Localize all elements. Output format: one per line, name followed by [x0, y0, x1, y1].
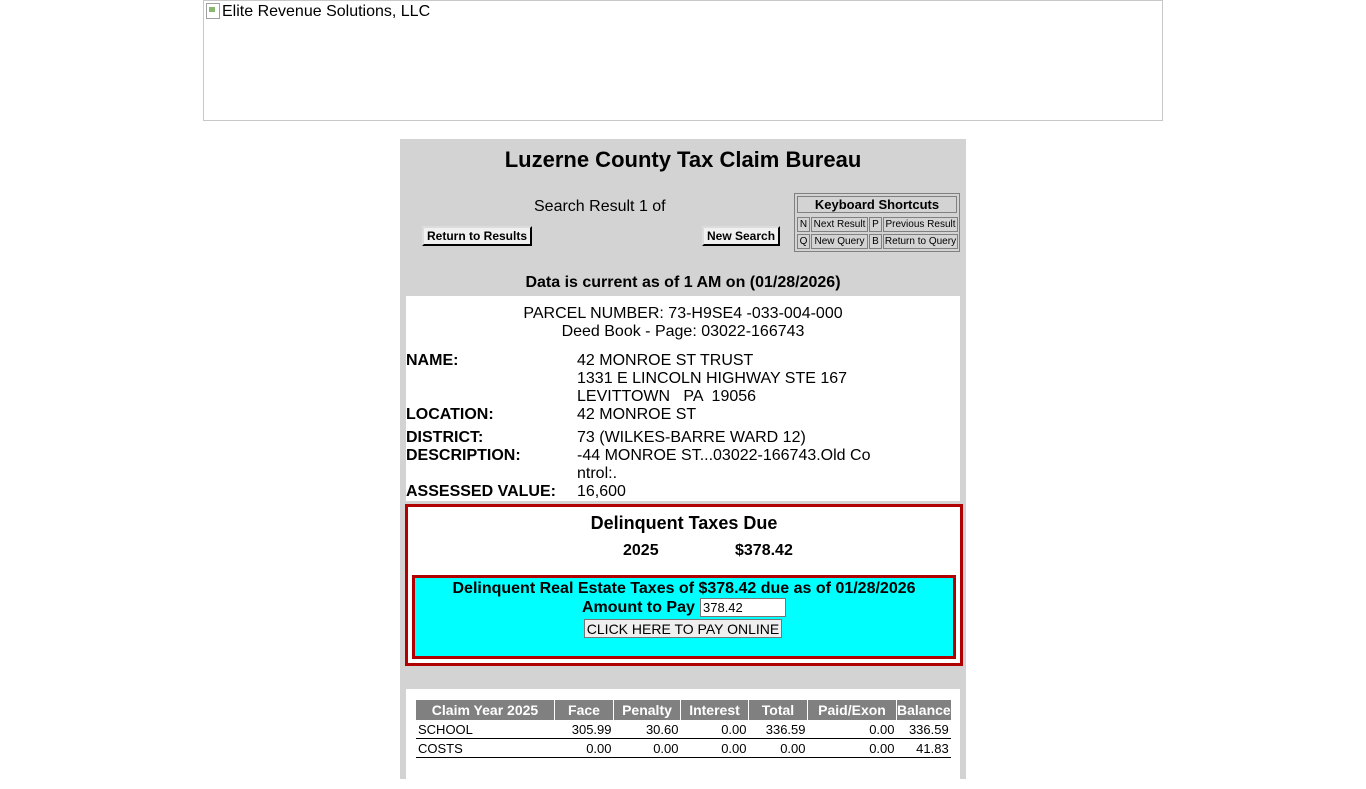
- delinquent-title: Delinquent Taxes Due: [590, 513, 778, 533]
- location-label: LOCATION:: [406, 406, 494, 423]
- shortcut-key-p: P: [869, 217, 882, 232]
- col-balance: Balance: [897, 702, 951, 718]
- owner-address-line: 1331 E LINCOLN HIGHWAY STE 167: [577, 370, 848, 387]
- keyboard-shortcuts: [794, 193, 960, 252]
- new-search-button[interactable]: New Search: [702, 226, 780, 246]
- cell-claim: SCHOOL: [416, 720, 555, 739]
- delinquent-taxes-box: [405, 504, 963, 666]
- description-line: ntrol:.: [577, 465, 618, 482]
- assessed-value: 16,600: [577, 483, 626, 500]
- amount-to-pay-input[interactable]: [700, 598, 786, 617]
- name-label: NAME:: [406, 352, 459, 369]
- shortcuts-title: Keyboard Shortcuts: [797, 196, 957, 213]
- cell-claim: COSTS: [416, 739, 555, 758]
- cell-balance: 41.83: [897, 739, 951, 758]
- col-total: Total: [749, 700, 808, 720]
- assessed-value-label: ASSESSED VALUE:: [406, 483, 556, 500]
- banner-image: [203, 0, 1163, 121]
- col-interest: Interest: [681, 700, 749, 720]
- cell-face: 0.00: [555, 739, 614, 758]
- amount-to-pay-label: Amount to Pay: [582, 599, 695, 616]
- shortcut-key-q: Q: [797, 234, 810, 249]
- claims-table: [416, 700, 951, 758]
- shortcut-previous-result[interactable]: Previous Result: [883, 217, 958, 232]
- district-label: DISTRICT:: [406, 429, 484, 446]
- delinquent-summary: Delinquent Real Estate Taxes of $378.42 due as of 01/28/2026: [452, 580, 916, 597]
- cell-balance: 336.59: [897, 720, 951, 739]
- cell-paid-exon: 0.00: [808, 739, 897, 758]
- col-penalty: Penalty: [614, 700, 681, 720]
- shortcut-return-to-query[interactable]: Return to Query: [884, 236, 957, 247]
- cell-total: 0.00: [749, 739, 808, 758]
- page-title: Luzerne County Tax Claim Bureau: [504, 147, 862, 172]
- delinquent-amount: $378.42: [735, 542, 793, 559]
- broken-image-icon: [206, 3, 220, 19]
- location-value: 42 MONROE ST: [577, 406, 697, 423]
- table-row: [416, 720, 951, 739]
- pay-online-button[interactable]: CLICK HERE TO PAY ONLINE: [584, 619, 782, 638]
- parcel-number: PARCEL NUMBER: 73-H9SE4 -033-004-000: [523, 305, 843, 322]
- cell-interest: 0.00: [681, 720, 749, 739]
- claims-section: [406, 689, 960, 789]
- description-value: [577, 447, 870, 483]
- banner-alt-text: [206, 3, 430, 21]
- search-result-count: Search Result 1 of: [534, 198, 666, 215]
- shortcut-new-query[interactable]: New Query: [811, 234, 868, 249]
- col-paid-exon: Paid/Exon: [808, 700, 897, 720]
- cell-face: 305.99: [555, 720, 614, 739]
- data-current-notice: Data is current as of 1 AM on (01/28/2026): [525, 274, 841, 291]
- district-value: 73 (WILKES-BARRE WARD 12): [577, 429, 806, 446]
- result-panel: [400, 139, 966, 779]
- col-face: Face: [555, 700, 614, 720]
- cell-penalty: 0.00: [614, 739, 681, 758]
- delinquent-year: 2025: [623, 542, 659, 559]
- table-row: [416, 739, 951, 758]
- deed-book-page: Deed Book - Page: 03022-166743: [561, 323, 805, 340]
- payment-box: [412, 575, 956, 659]
- description-label: DESCRIPTION:: [406, 447, 521, 464]
- banner-alt-label: Elite Revenue Solutions, LLC: [222, 3, 431, 20]
- owner-name-line: 42 MONROE ST TRUST: [577, 352, 754, 369]
- return-to-results-button[interactable]: Return to Results: [422, 226, 532, 246]
- cell-paid-exon: 0.00: [808, 720, 897, 739]
- shortcut-next-result[interactable]: Next Result: [811, 217, 868, 232]
- cell-interest: 0.00: [681, 739, 749, 758]
- shortcut-key-b: B: [869, 234, 882, 249]
- cell-penalty: 30.60: [614, 720, 681, 739]
- cell-total: 336.59: [749, 720, 808, 739]
- parcel-details: [406, 296, 960, 501]
- shortcut-key-n: N: [797, 217, 810, 232]
- owner-name: [577, 352, 847, 406]
- parcel-header: [406, 305, 960, 341]
- col-claim-year: Claim Year 2025: [416, 700, 555, 720]
- owner-city-line: LEVITTOWN PA 19056: [577, 388, 757, 405]
- claims-header-row: [416, 700, 951, 720]
- description-line: -44 MONROE ST...03022-166743.Old Co: [577, 447, 871, 464]
